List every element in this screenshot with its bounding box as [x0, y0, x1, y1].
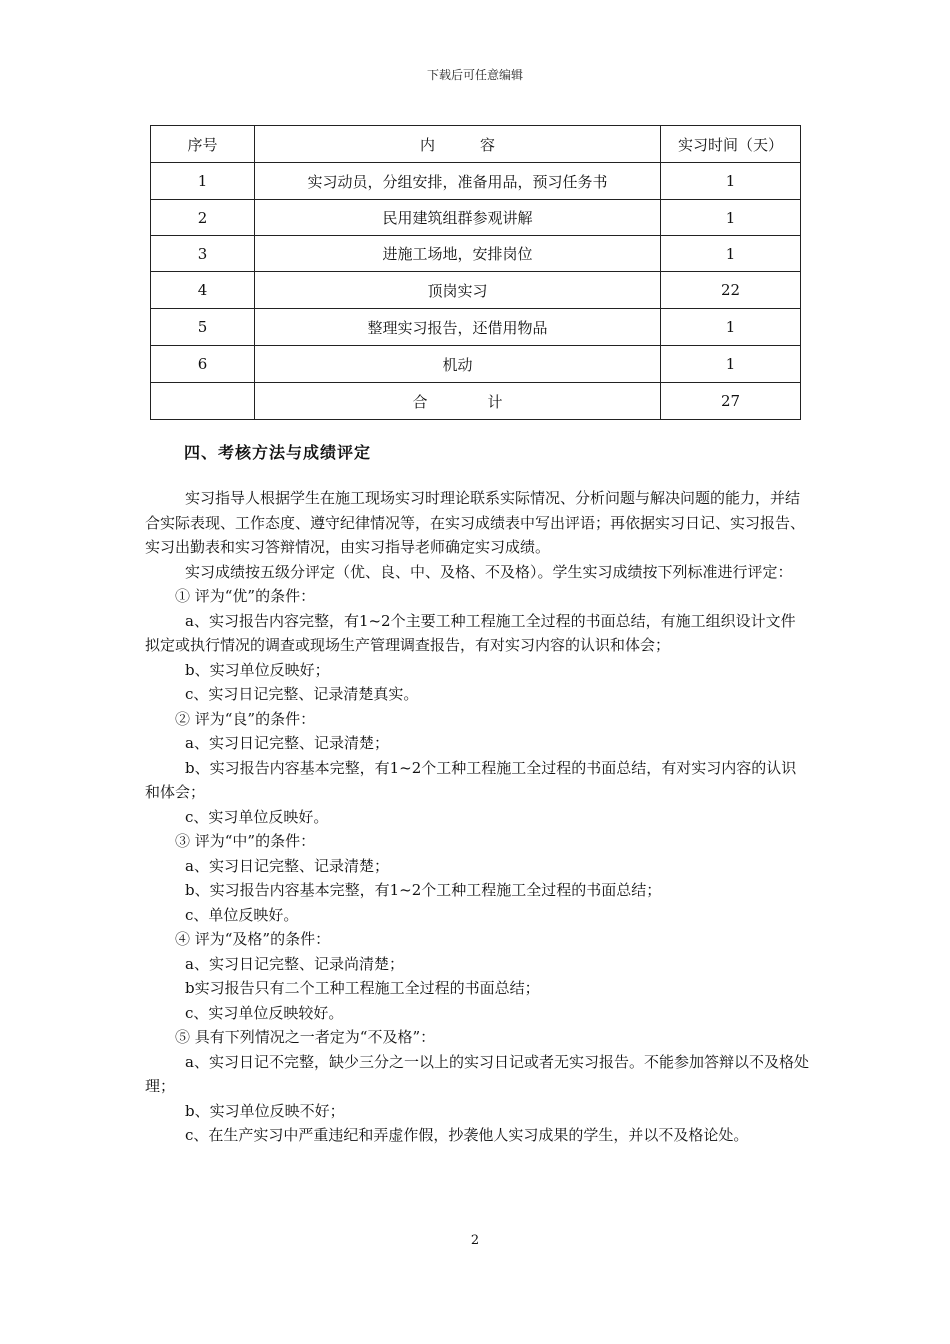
table-row	[151, 163, 801, 200]
section-title: 四、考核方法与成绩评定	[184, 443, 372, 462]
table-row	[151, 346, 801, 383]
internship-schedule-table	[150, 125, 801, 420]
criterion-item: b实习报告只有二个工种工程施工全过程的书面总结；	[185, 979, 540, 997]
criterion-item: a、实习日记完整、记录尚清楚；	[185, 954, 404, 973]
row-seq: 5	[151, 309, 255, 346]
criterion-item: c、实习日记完整、记录清楚真实。	[185, 685, 419, 703]
table-header-row	[151, 126, 801, 163]
row-content: 实习动员，分组安排，准备用品，预习任务书	[255, 163, 661, 200]
total-days: 27	[661, 383, 801, 420]
row-days: 22	[661, 272, 801, 309]
row-days: 1	[661, 200, 801, 236]
row-days: 1	[661, 236, 801, 272]
paragraph: 实习指导人根据学生在施工现场实习时理论联系实际情况、分析问题与解决问题的能力，并结合实际表现、工作态度、遵守纪律情况等，在实习成绩表中写出评语；再依据实习日记、实习报告、实习出勤表和实习答辩情况，由实习指导老师确定实习成绩。	[145, 489, 806, 556]
criterion-item: c、实习单位反映好。	[185, 807, 329, 826]
criterion-item: c、单位反映好。	[185, 905, 299, 924]
criterion-item: a、实习报告内容完整，有1~2个主要工种工程施工全过程的书面总结，有施工组织设计文件拟定或执行情况的调查或现场生产管理调查报告，有对实习内容的认识和体会；	[145, 611, 796, 654]
header-content: 内 容	[255, 126, 661, 163]
criterion-item: b、实习单位反映不好；	[185, 1101, 345, 1120]
total-seq-empty	[151, 383, 255, 420]
grade-heading: ② 评为“良”的条件：	[175, 709, 316, 728]
row-content: 民用建筑组群参观讲解	[255, 200, 661, 236]
paragraph: 实习成绩按五级分评定（优、良、中、及格、不及格）。学生实习成绩按下列标准进行评定：	[185, 562, 793, 581]
page-number: 2	[470, 1233, 480, 1248]
table-row	[151, 236, 801, 272]
table-row	[151, 272, 801, 309]
table-row	[151, 200, 801, 236]
criterion-item: b、实习报告内容基本完整，有1~2个工种工程施工全过程的书面总结，有对实习内容的认识和体会；	[145, 758, 797, 801]
row-days: 1	[661, 163, 801, 200]
row-days: 1	[661, 309, 801, 346]
body-text	[145, 486, 810, 1148]
criterion-item: c、在生产实习中严重违纪和弄虚作假，抄袭他人实习成果的学生，并以不及格论处。	[185, 1126, 749, 1144]
row-seq: 4	[151, 272, 255, 309]
grade-heading: ④ 评为“及格”的条件：	[175, 930, 331, 948]
row-seq: 1	[151, 163, 255, 200]
total-label: 合 计	[255, 383, 661, 420]
criterion-item: b、实习报告内容基本完整，有1~2个工种工程施工全过程的书面总结；	[185, 881, 662, 899]
grade-heading: ⑤ 具有下列情况之一者定为“不及格”：	[175, 1028, 436, 1046]
criterion-item: a、实习日记完整、记录清楚；	[185, 734, 389, 752]
row-content: 机动	[255, 346, 661, 383]
row-days: 1	[661, 346, 801, 383]
header-days: 实习时间（天）	[661, 126, 801, 163]
row-content: 顶岗实习	[255, 272, 661, 309]
table-row	[151, 309, 801, 346]
criterion-item: a、实习日记不完整，缺少三分之一以上的实习日记或者无实习报告。不能参加答辩以不及格处理；	[145, 1052, 809, 1095]
row-content: 整理实习报告，还借用物品	[255, 309, 661, 346]
table-total-row	[151, 383, 801, 420]
criterion-item: c、实习单位反映较好。	[185, 1003, 344, 1022]
header-seq: 序号	[151, 126, 255, 163]
row-content: 进施工场地，安排岗位	[255, 236, 661, 272]
row-seq: 2	[151, 200, 255, 236]
page-header-note: 下载后可任意编辑	[426, 68, 523, 82]
row-seq: 3	[151, 236, 255, 272]
grade-heading: ③ 评为“中”的条件：	[175, 832, 316, 850]
grade-heading: ① 评为“优”的条件：	[175, 587, 316, 605]
criterion-item: b、实习单位反映好；	[185, 660, 330, 679]
criterion-item: a、实习日记完整、记录清楚；	[185, 856, 389, 875]
row-seq: 6	[151, 346, 255, 383]
